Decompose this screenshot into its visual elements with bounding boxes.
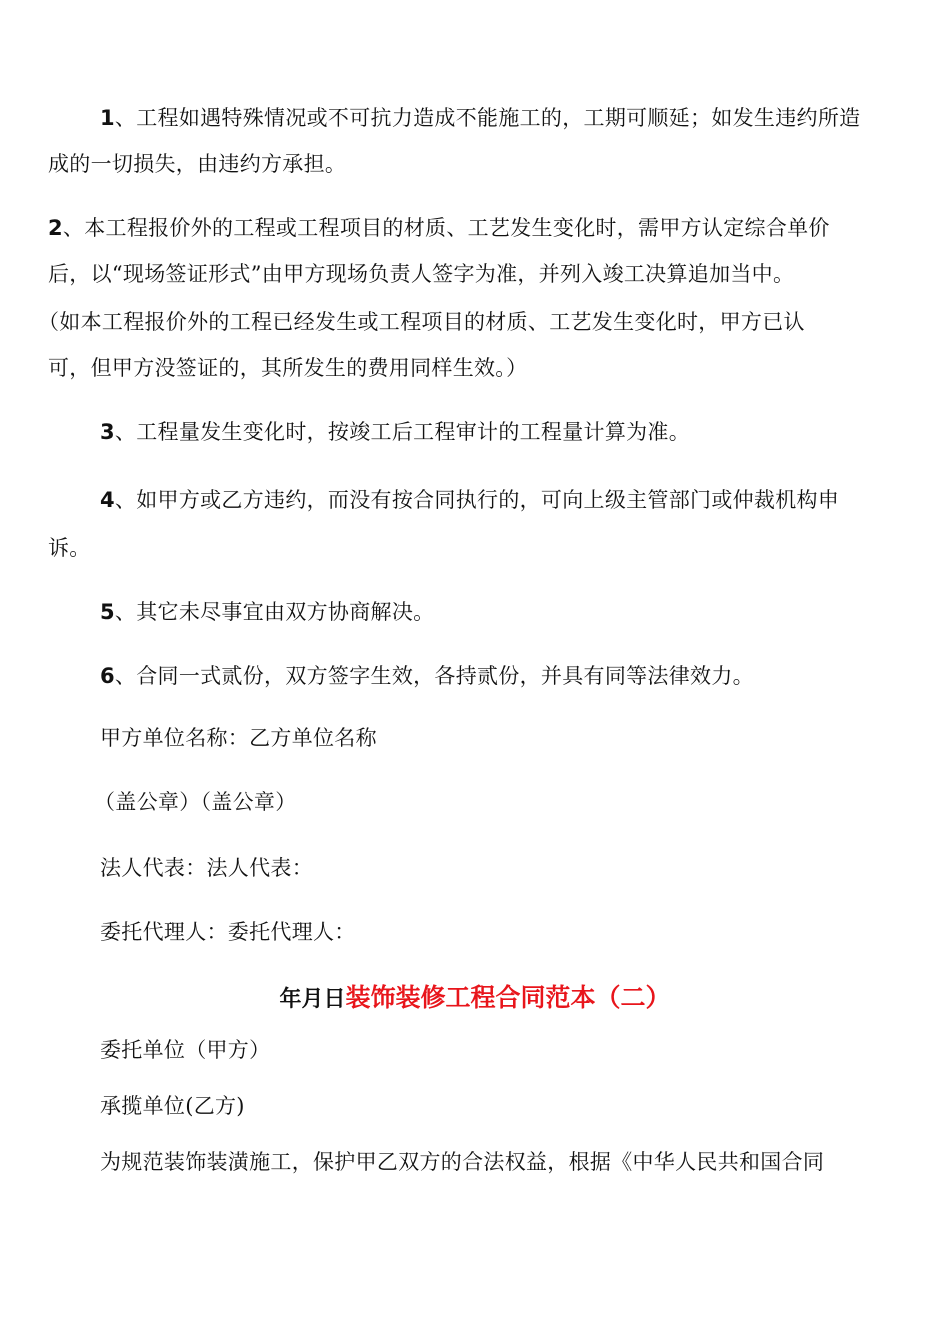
clause-2-number: 2 <box>48 216 63 240</box>
clause-6-line-1: 6、合同一式贰份，双方签字生效，各持贰份，并具有同等法律效力。 <box>100 664 754 688</box>
signature-unit-names: 甲方单位名称：乙方单位名称 <box>100 726 377 750</box>
clause-4-line-2: 诉。 <box>48 536 91 560</box>
clause-4-line-1: 4、如甲方或乙方违约，而没有按合同执行的，可向上级主管部门或仲裁机构申 <box>100 488 840 512</box>
clause-1-number: 1 <box>100 106 115 130</box>
section-title <box>0 983 950 1015</box>
signature-seals: （盖公章）（盖公章） <box>94 790 297 814</box>
clause-3-number: 3 <box>100 420 115 444</box>
clause-2-line-3: （如本工程报价外的工程已经发生或工程项目的材质、工艺发生变化时，甲方已认 <box>38 310 805 334</box>
clause-1-line-2: 成的一切损失，由违约方承担。 <box>48 152 347 176</box>
contract-preamble: 为规范装饰装潢施工，保护甲乙双方的合法权益，根据《中华人民共和国合同 <box>100 1150 825 1174</box>
clause-1-line-1: 1、工程如遇特殊情况或不可抗力造成不能施工的，工期可顺延；如发生违约所造 <box>100 106 861 130</box>
signature-agents: 委托代理人：委托代理人： <box>100 920 356 944</box>
section-title-text: 装饰装修工程合同范本（二） <box>345 983 671 1012</box>
clause-2-line-1: 2、本工程报价外的工程或工程项目的材质、工艺发生变化时，需甲方认定综合单价 <box>48 216 830 240</box>
signature-legal-reps: 法人代表：法人代表： <box>100 856 313 880</box>
section-title-date: 年月日 <box>279 987 346 1012</box>
clause-5-number: 5 <box>100 600 115 624</box>
clause-2-line-2: 后，以“现场签证形式”由甲方现场负责人签字为准，并列入竣工决算追加当中。 <box>48 262 795 286</box>
clause-3-line-1: 3、工程量发生变化时，按竣工后工程审计的工程量计算为准。 <box>100 420 691 444</box>
clause-4-number: 4 <box>100 488 115 512</box>
clause-6-number: 6 <box>100 664 115 688</box>
clause-2-line-4: 可，但甲方没签证的，其所发生的费用同样生效。） <box>48 356 528 380</box>
client-party-label: 委托单位（甲方） <box>100 1038 271 1062</box>
clause-5-line-1: 5、其它未尽事宜由双方协商解决。 <box>100 600 435 624</box>
contractor-party-label: 承揽单位(乙方) <box>100 1094 245 1118</box>
